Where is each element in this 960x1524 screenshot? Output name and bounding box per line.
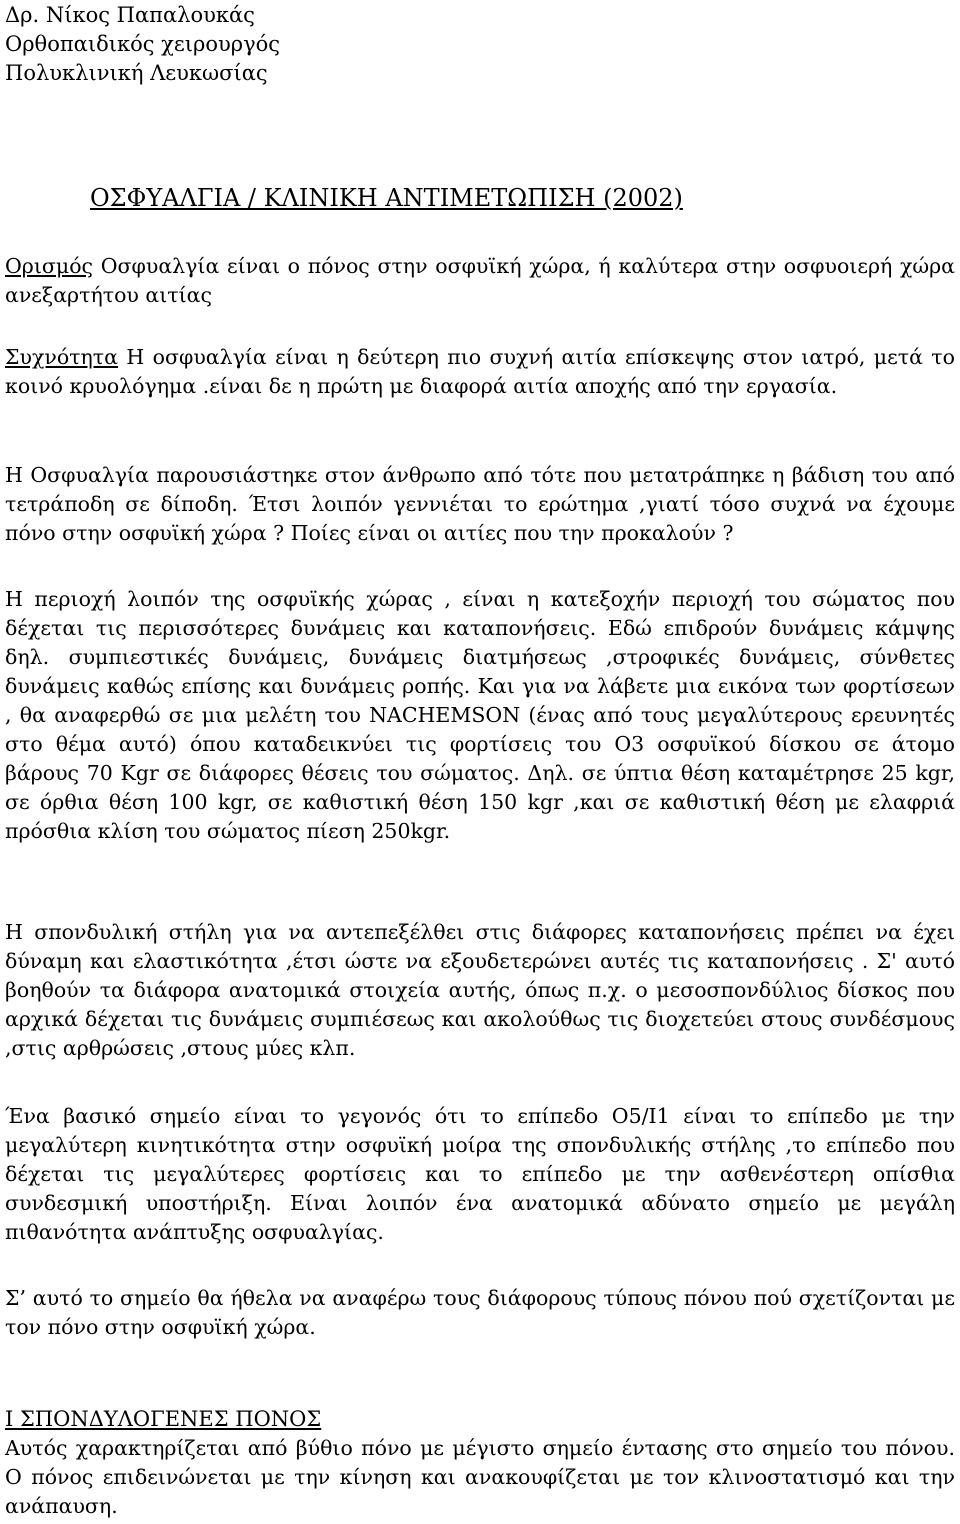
origin-paragraph: Η Οσφυαλγία παρουσιάστηκε στον άνθρωπο από τότε που μετατράπηκε η βάδιση του από τετράποδη σε δίποδη. Έτσι λοιπόν γεννιέται το ερώτημα ,γιατί τόσο συχνά να έχουμε πόνο στην οσφυϊκή χώρα ? Ποίες είναι οι αιτίες που την προκαλούν ? — [5, 463, 955, 545]
document-title: ΟΣΦΥΑΛΓΙΑ / ΚΛΙΝΙΚΗ ΑΝΤΙΜΕΤΩΠΙΣΗ (2002) — [90, 184, 683, 212]
frequency-label: Συχνότητα — [5, 345, 118, 369]
document-page — [5, 0, 955, 1518]
author-name: Δρ. Νίκος Παπαλουκάς — [5, 3, 255, 27]
frequency-text: Η οσφυαλγία είναι η δεύτερη πιο συχνή αιτία επίσκεψης στον ιατρό, μετά το κοινό κρυολόγημα .είναι δε η πρώτη με διαφορά αιτία αποχής από την εργασία. — [5, 345, 955, 398]
clinic-name: Πολυκλινική Λευκωσίας — [5, 61, 268, 85]
section-text: Αυτός χαρακτηρίζεται από βύθιο πόνο με μέγιστο σημείο έντασης στο σημείο του πόνου. Ο πόνος επιδεινώνεται με την κίνηση και ανακουφίζεται με τον κλινοστατισμό και την ανάπαυση. — [5, 1436, 955, 1518]
definition-label: Ορισμός — [5, 254, 94, 278]
level-paragraph: Ένα βασικό σημείο είναι το γεγονός ότι το επίπεδο Ο5/Ι1 είναι το επίπεδο με την μεγαλύτερη κινητικότητα στην οσφυϊκή μοίρα της σπονδυλικής στήλης ,το επίπεδο που δέχεται τις μεγαλύτερες φορτίσεις και το επίπεδο με την ασθενέστερη οπίσθια συνδεσμική υποστήριξη. Είναι λοιπόν ένα ανατομικά αδύνατο σημείο με μεγάλη πιθανότητα ανάπτυξης οσφυαλγίας. — [5, 1104, 955, 1244]
section-heading: Ι ΣΠΟΝΔΥΛΟΓΕΝΕΣ ΠΟΝΟΣ — [5, 1407, 322, 1431]
pain-types-paragraph: Σ’ αυτό το σημείο θα ήθελα να αναφέρω τους διάφορους τύπους πόνου πού σχετίζονται με τον πόνο στην οσφυϊκή χώρα. — [5, 1286, 955, 1339]
author-role: Ορθοπαιδικός χειρουργός — [5, 32, 281, 56]
definition-paragraph — [5, 252, 955, 310]
frequency-paragraph — [5, 343, 955, 401]
forces-paragraph: Η περιοχή λοιπόν της οσφυϊκής χώρας , είναι η κατεξοχήν περιοχή του σώματος που δέχεται τις περισσότερες δυνάμεις και καταπονήσεις. Εδώ επιδρούν δυνάμεις κάμψης δηλ. συμπιεστικές δυνάμεις, δυνάμεις διατμήσεως ,στροφικές δυνάμεις, σύνθετες δυνάμεις καθώς επίσης και δυνάμεις ροπής. Και για να λάβετε μια εικόνα των φορτίσεων , θα αναφερθώ σε μια μελέτη του NACHEMSON (ένας από τους μεγαλύτερους ερευνητές στο θέμα αυτό) όπου καταδεικνύει τις φορτίσεις του Ο3 οσφυϊκού δίσκου σε άτομο βάρους 70 Kgr σε διάφορες θέσεις του σώματος. Δηλ. σε ύπτια θέση καταμέτρησε 25 kgr, σε όρθια θέση 100 kgr, σε καθιστική θέση 150 kgr ,και σε καθιστική θέση με ελαφριά πρόσθια κλίση του σώματος πίεση 250kgr. — [5, 587, 955, 843]
spine-paragraph: Η σπονδυλική στήλη για να αντεπεξέλθει στις διάφορες καταπονήσεις πρέπει να έχει δύναμη και ελαστικότητα ,έτσι ώστε να εξουδετερώνει αυτές τις καταπονήσεις . Σ' αυτό βοηθούν τα διάφορα ανατομικά στοιχεία αυτής, όπως π.χ. ο μεσοσπονδύλιος δίσκος που αρχικά δέχεται τις δυνάμεις συμπιέσεως και ακολούθως τις διοχετεύει στους συνδέσμους ,στις αρθρώσεις ,στους μύες κλπ. — [5, 920, 955, 1060]
definition-text: Οσφυαλγία είναι ο πόνος στην οσφυϊκή χώρα, ή καλύτερα στην οσφυοιερή χώρα ανεξαρτήτου αιτίας — [5, 254, 955, 307]
